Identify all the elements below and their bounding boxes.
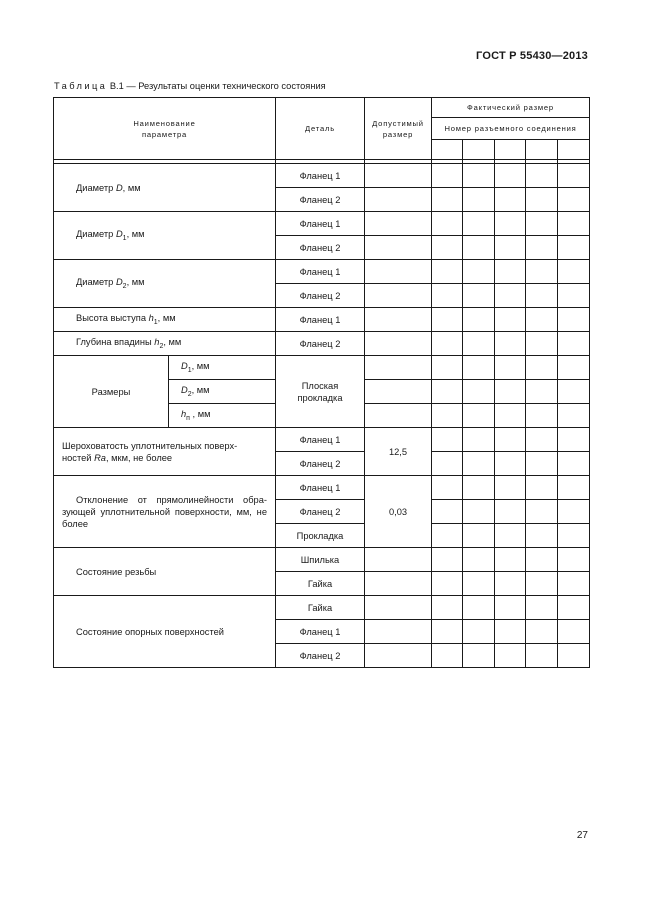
value-cell xyxy=(432,188,463,212)
value-cell xyxy=(495,644,526,668)
value-cell xyxy=(558,356,590,380)
param-depth-h2: Глубина впадины $h_2$, мм xyxy=(54,332,276,356)
allowed-cell xyxy=(365,260,432,284)
allowed-roughness: 12,5 xyxy=(365,428,432,476)
value-cell xyxy=(526,260,558,284)
table-row xyxy=(54,356,590,380)
value-cell xyxy=(526,188,558,212)
value-cell xyxy=(495,428,526,452)
value-cell xyxy=(432,524,463,548)
param-diameter-d2: Диаметр $D_2$, мм xyxy=(54,260,276,308)
value-cell xyxy=(463,428,495,452)
param-roughness-line1: Шероховатость уплотнительных поверх- xyxy=(62,440,238,451)
value-cell xyxy=(432,164,463,188)
value-cell xyxy=(558,572,590,596)
value-cell xyxy=(463,644,495,668)
value-cell xyxy=(558,212,590,236)
value-cell xyxy=(495,380,526,404)
standard-number: ГОСТ Р 55430—2013 xyxy=(476,50,588,62)
value-cell xyxy=(526,308,558,332)
allowed-cell xyxy=(365,596,432,620)
connection-cell xyxy=(526,140,558,160)
allowed-cell xyxy=(365,644,432,668)
value-cell xyxy=(495,164,526,188)
value-cell xyxy=(495,308,526,332)
value-cell xyxy=(558,308,590,332)
param-sizes: Размеры xyxy=(54,356,169,428)
param-diameter-d1: Диаметр $D_1$, мм xyxy=(54,212,276,260)
value-cell xyxy=(495,620,526,644)
value-cell xyxy=(463,284,495,308)
param-diameter-d: Диаметр D, мм xyxy=(54,164,276,212)
header-param xyxy=(54,98,276,160)
table-row xyxy=(54,308,590,332)
param-height-h1: Высота выступа $h_1$, мм xyxy=(54,308,276,332)
detail-cell: Фланец 2 xyxy=(276,188,365,212)
value-cell xyxy=(526,284,558,308)
value-cell xyxy=(463,548,495,572)
value-cell xyxy=(463,332,495,356)
param-size-hp: $h_п$ , мм xyxy=(169,404,276,428)
value-cell xyxy=(432,596,463,620)
value-cell xyxy=(558,620,590,644)
value-cell xyxy=(432,308,463,332)
value-cell xyxy=(432,212,463,236)
value-cell xyxy=(526,380,558,404)
value-cell xyxy=(495,188,526,212)
value-cell xyxy=(558,500,590,524)
detail-cell: Фланец 1 xyxy=(276,212,365,236)
table-row xyxy=(54,332,590,356)
value-cell xyxy=(495,572,526,596)
value-cell xyxy=(558,380,590,404)
detail-cell: Прокладка xyxy=(276,524,365,548)
header-connection-number: Номер разъемного соединения xyxy=(432,118,590,140)
value-cell xyxy=(432,380,463,404)
value-cell xyxy=(558,236,590,260)
allowed-cell xyxy=(365,308,432,332)
value-cell xyxy=(495,548,526,572)
allowed-cell xyxy=(365,356,432,380)
header-param-line2: параметра xyxy=(141,129,188,139)
value-cell xyxy=(495,260,526,284)
value-cell xyxy=(463,476,495,500)
value-cell xyxy=(558,284,590,308)
param-support-surfaces: Состояние опорных поверхностей xyxy=(54,596,276,668)
allowed-cell xyxy=(365,380,432,404)
header-param-line1: Наименование xyxy=(133,118,196,128)
param-size-d2: $D_2$, мм xyxy=(169,380,276,404)
value-cell xyxy=(558,524,590,548)
value-cell xyxy=(463,452,495,476)
value-cell xyxy=(463,620,495,644)
value-cell xyxy=(463,188,495,212)
value-cell xyxy=(526,356,558,380)
value-cell xyxy=(558,428,590,452)
value-cell xyxy=(432,428,463,452)
value-cell xyxy=(432,404,463,428)
table-caption xyxy=(54,81,326,91)
value-cell xyxy=(526,644,558,668)
allowed-cell xyxy=(365,572,432,596)
value-cell xyxy=(432,620,463,644)
value-cell xyxy=(495,524,526,548)
detail-cell: Гайка xyxy=(276,596,365,620)
value-cell xyxy=(495,284,526,308)
value-cell xyxy=(495,212,526,236)
value-cell xyxy=(558,548,590,572)
allowed-cell xyxy=(365,284,432,308)
header-allowed-line1: Допустимый xyxy=(372,118,424,128)
page-number: 27 xyxy=(576,830,588,841)
value-cell xyxy=(463,260,495,284)
value-cell xyxy=(526,596,558,620)
header-actual-size: Фактический размер xyxy=(432,98,590,118)
header-detail: Деталь xyxy=(276,98,365,160)
value-cell xyxy=(432,260,463,284)
detail-cell: Фланец 2 xyxy=(276,644,365,668)
table-row xyxy=(54,548,590,572)
table-row xyxy=(54,428,590,452)
table-caption-title: В.1 — Результаты оценки технического состояния xyxy=(107,81,326,91)
value-cell xyxy=(526,236,558,260)
allowed-cell xyxy=(365,212,432,236)
detail-cell: Фланец 2 xyxy=(276,500,365,524)
value-cell xyxy=(463,380,495,404)
value-cell xyxy=(526,476,558,500)
table-row xyxy=(54,212,590,236)
table-row xyxy=(54,476,590,500)
value-cell xyxy=(526,332,558,356)
param-size-d1: $D_1$, мм xyxy=(169,356,276,380)
detail-cell: Гайка xyxy=(276,572,365,596)
value-cell xyxy=(463,404,495,428)
value-cell xyxy=(558,476,590,500)
header-allowed-size xyxy=(365,98,432,160)
header-allowed-line2: размер xyxy=(382,129,414,139)
connection-cell xyxy=(432,140,463,160)
value-cell xyxy=(463,500,495,524)
param-thread: Состояние резьбы xyxy=(54,548,276,596)
detail-cell: Шпилька xyxy=(276,548,365,572)
allowed-cell xyxy=(365,164,432,188)
value-cell xyxy=(526,620,558,644)
value-cell xyxy=(495,596,526,620)
detail-gasket xyxy=(276,356,365,428)
value-cell xyxy=(432,332,463,356)
value-cell xyxy=(558,452,590,476)
value-cell xyxy=(526,404,558,428)
allowed-cell xyxy=(365,620,432,644)
value-cell xyxy=(558,188,590,212)
value-cell xyxy=(526,524,558,548)
connection-cell xyxy=(495,140,526,160)
value-cell xyxy=(526,164,558,188)
value-cell xyxy=(495,476,526,500)
table-caption-label: Таблица xyxy=(54,81,108,91)
value-cell xyxy=(432,572,463,596)
detail-cell: Фланец 1 xyxy=(276,308,365,332)
value-cell xyxy=(463,212,495,236)
header-row xyxy=(54,98,590,118)
detail-cell: Фланец 1 xyxy=(276,428,365,452)
allowed-cell xyxy=(365,332,432,356)
value-cell xyxy=(432,500,463,524)
value-cell xyxy=(432,644,463,668)
param-roughness-line2: ностей Ra, мкм, не более xyxy=(62,452,173,463)
param-roughness xyxy=(54,428,276,476)
value-cell xyxy=(495,404,526,428)
value-cell xyxy=(526,500,558,524)
connection-cell xyxy=(558,140,590,160)
allowed-cell xyxy=(365,548,432,572)
value-cell xyxy=(495,236,526,260)
detail-cell: Фланец 2 xyxy=(276,284,365,308)
value-cell xyxy=(558,332,590,356)
value-cell xyxy=(526,212,558,236)
table-row xyxy=(54,260,590,284)
value-cell xyxy=(495,500,526,524)
value-cell xyxy=(432,548,463,572)
detail-gasket-line1: Плоская xyxy=(301,380,339,391)
detail-cell: Фланец 1 xyxy=(276,260,365,284)
detail-gasket-line2: прокладка xyxy=(297,392,343,403)
value-cell xyxy=(432,476,463,500)
detail-cell: Фланец 2 xyxy=(276,452,365,476)
detail-cell: Фланец 1 xyxy=(276,620,365,644)
allowed-cell xyxy=(365,404,432,428)
value-cell xyxy=(558,164,590,188)
value-cell xyxy=(432,284,463,308)
allowed-cell xyxy=(365,188,432,212)
value-cell xyxy=(558,596,590,620)
value-cell xyxy=(432,356,463,380)
value-cell xyxy=(526,428,558,452)
value-cell xyxy=(463,572,495,596)
detail-cell: Фланец 2 xyxy=(276,236,365,260)
value-cell xyxy=(526,548,558,572)
param-straightness: Отклонение от прямолинейности обра- зующей уплотнительной поверхности, мм, не более xyxy=(54,476,276,548)
table-row xyxy=(54,164,590,188)
detail-cell: Фланец 1 xyxy=(276,164,365,188)
value-cell xyxy=(558,404,590,428)
value-cell xyxy=(526,452,558,476)
value-cell xyxy=(432,452,463,476)
connection-cell xyxy=(463,140,495,160)
value-cell xyxy=(495,356,526,380)
detail-cell: Фланец 1 xyxy=(276,476,365,500)
value-cell xyxy=(558,260,590,284)
allowed-straightness: 0,03 xyxy=(365,476,432,548)
technical-condition-table xyxy=(53,97,590,668)
table-row xyxy=(54,596,590,620)
detail-cell: Фланец 2 xyxy=(276,332,365,356)
value-cell xyxy=(463,596,495,620)
value-cell xyxy=(526,572,558,596)
value-cell xyxy=(432,236,463,260)
value-cell xyxy=(463,356,495,380)
value-cell xyxy=(463,524,495,548)
value-cell xyxy=(495,332,526,356)
allowed-cell xyxy=(365,236,432,260)
value-cell xyxy=(558,644,590,668)
value-cell xyxy=(495,452,526,476)
value-cell xyxy=(463,164,495,188)
value-cell xyxy=(463,308,495,332)
value-cell xyxy=(463,236,495,260)
